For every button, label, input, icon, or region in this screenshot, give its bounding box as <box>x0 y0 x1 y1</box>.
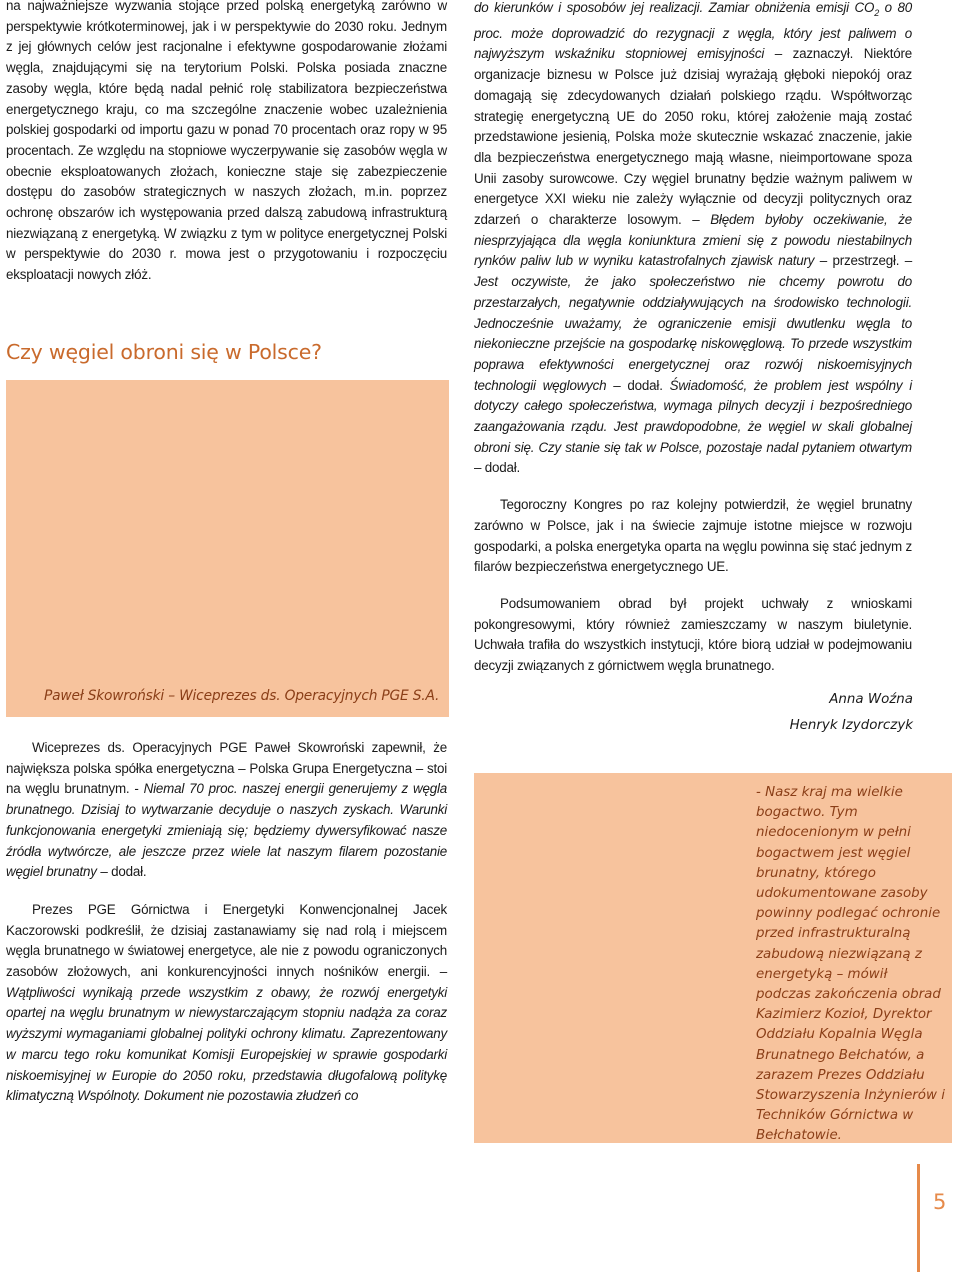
signature-author-2: Henryk Izydorczyk <box>789 718 913 733</box>
photo-pawel-skowronski <box>6 380 449 717</box>
page-number: 5 <box>933 1190 947 1214</box>
signature-author-1: Anna Woźna <box>829 692 913 707</box>
paragraph-podsumowanie: Podsumowaniem obrad był projekt uchwały z wnioskami pokongresowymi, który również zamieszczamy w naszym biuletynie. Uchwała trafiła do wszystkich instytucji, które biorą udział w podejmowaniu decyzji związanych z górnictwem węgla brunatnego. <box>474 595 912 674</box>
intro-paragraph: na najważniejsze wyzwania stojące przed polską energetyką zarówno w perspektywie krótkoterminowej, jak i w perspektywie do 2030 roku. Jednym z jej głównych celów jest racjonalne i efektywne gospodarowanie złożami węgla, znajdującymi się na terytorium Polski. Polska posiada znaczne zasoby węgla, które będą nadal pełnić rolę stabilizatora bezpieczeństwa energetycznego kraju, co ma szczególne znaczenie wobec uzależnienia polskiej gospodarki od importu gazu w ponad 70 procentach oraz ropy w 95 procentach. Ze względu na stopniowe wyczerpywanie się zasobów węgla w obecnie eksploatowanych złożach, konieczne staje się zabezpieczenie dostępu do zasobów strategicznych w naszych złożach, m.in. poprzez ochronę obszarów ich występowania przed dalszą zabudową infrastrukturą niezwiązaną z energetyką. W związku z tym w polityce energetycznej Polski w perspektywie do 2030 r. mowa jest o przygotowaniu i rozpoczęciu eksploatacji nowych złóż. <box>6 0 447 283</box>
paragraph-kongres: Tegoroczny Kongres po raz kolejny potwierdził, że węgiel brunatny zarówno w Polsce, jak i na świecie zajmuje istotne miejsce w rozwoju gospodarki, a polska energetyka oparta na węglu powinna się stać jednym z filarów bezpieczeństwa energetycznego UE. <box>474 497 912 575</box>
photo-caption: Paweł Skowroński – Wiceprezes ds. Operacyjnych PGE S.A. <box>44 688 440 704</box>
paragraph-kaczorowski: Prezes PGE Górnictwa i Energetyki Konwencjonalnej Jacek Kaczorowski podkreślił, że dzisiaj zastanawiamy się nad rolą i miejscem węgla brunatnego w światowej energetyce, ale nie z powodu ograniczonych zasobów złożowych, ani konkurencyjności innych nośników energii. – Wątpliwości wynikają przede wszystkim z obawy, że rozwój energetyki opartej na węglu brunatnym w niewystarczającym stopniu nadąża za coraz wyższymi wymaganiami globalnej polityki ochrony klimatu. Zaprezentowany w marcu tego roku komunikat Komisji Europejskiej w sprawie gospodarki niskoemisyjnej w Europie do 2050 roku, przedstawia długofalową politykę klimatyczną Wspólnoty. Dokument nie pozostawia złudzeń co <box>6 901 447 1104</box>
page-number-rule <box>917 1164 920 1272</box>
paragraph-continuation: do kierunków i sposobów jej realizacji. Zamiar obniżenia emisji $CO_2$ o 80 proc. może doprowadzić do rezygnacji z węgla, który jest paliwem o najwyższym wskaźniku stopniowej emisyjności – zaznaczył. Niektóre organizacje biznesu w Polsce już dzisiaj wyrażają głęboki niepokój oraz domagają się zdecydowanych działań polskiego rządu. Współtworząc strategię energetyczną UE do 2050 roku, której założenie mają zostać przedstawione jesienią, Polska może skutecznie wskazać znaczenie, jakie dla bezpieczeństwa energetycznego mają własne, nieimportowane spoza Unii zasoby surowcowe. Czy węgiel brunatny będzie ważnym paliwem w energetyce XXI wieku nie zależy wyłącznie od decyzji politycznych oraz zdarzeń o charakterze losowym. – Błędem byłoby oczekiwanie, że niesprzyjająca dla węgla koniunktura zmieni się z powodu niestabilnych rynków paliw lub w wyniku katastrofalnych zjawisk natury – przestrzegł. – Jest oczywiste, że jako społeczeństwo nie chcemy powrotu do przestarzałych, negatywnie oddziaływujących na środowisko technologii. Jednocześnie uważamy, że ograniczenie emisji dwutlenku węgla to niekonieczne przejście na gospodarkę niskowęglową. To przede wszystkim poprawa efektywności energetycznej oraz rozwój niskoemisyjnych technologii węglowych – dodał. Świadomość, że problem jest wspólny i dotyczy całego społeczeństwa, wymaga pilnych decyzji i bezpośredniego zaangażowania rządu. Jest prawdopodobne, że węgiel w skali globalnej obroni się. Czy stanie się tak w Polsce, pozostaje nadal pytaniem otwartym – dodał. <box>474 0 912 476</box>
article-body-right <box>474 0 912 677</box>
section-heading: Czy węgiel obroni się w Polsce? <box>6 340 322 364</box>
side-quote: - Nasz kraj ma wielkie bogactwo. Tym niedocenionym w pełni bogactwem jest węgiel brunatny, którego udokumentowane zasoby powinny podlegać ochronie przed infrastrukturalną zabudową niezwiązaną z energetyką – mówił podczas zakończenia obrad Kazimierz Kozioł, Dyrektor Oddziału Kopalnia Węgla Brunatnego Bełchatów, a zarazem Prezes Oddziału Stowarzyszenia Inżynierów i Techników Górnictwa w Bełchatowie. <box>756 785 945 1144</box>
article-body-left <box>6 738 447 1107</box>
paragraph-skowronski: Wiceprezes ds. Operacyjnych PGE Paweł Skowroński zapewnił, że największa polska spółka energetyczna – Polska Grupa Energetyczna – stoi na węglu brunatnym. - Niemal 70 proc. naszej energii generujemy z węgla brunatnego. Dzisiaj to wytwarzanie decyduje o naszych zyskach. Warunki funkcjonowania energetyki zmieniają się; będziemy dywersyfikować nasze źródła wytwórcze, ale jeszcze przez wiele lat naszym filarem pozostanie węgiel brunatny – dodał. <box>6 740 447 880</box>
